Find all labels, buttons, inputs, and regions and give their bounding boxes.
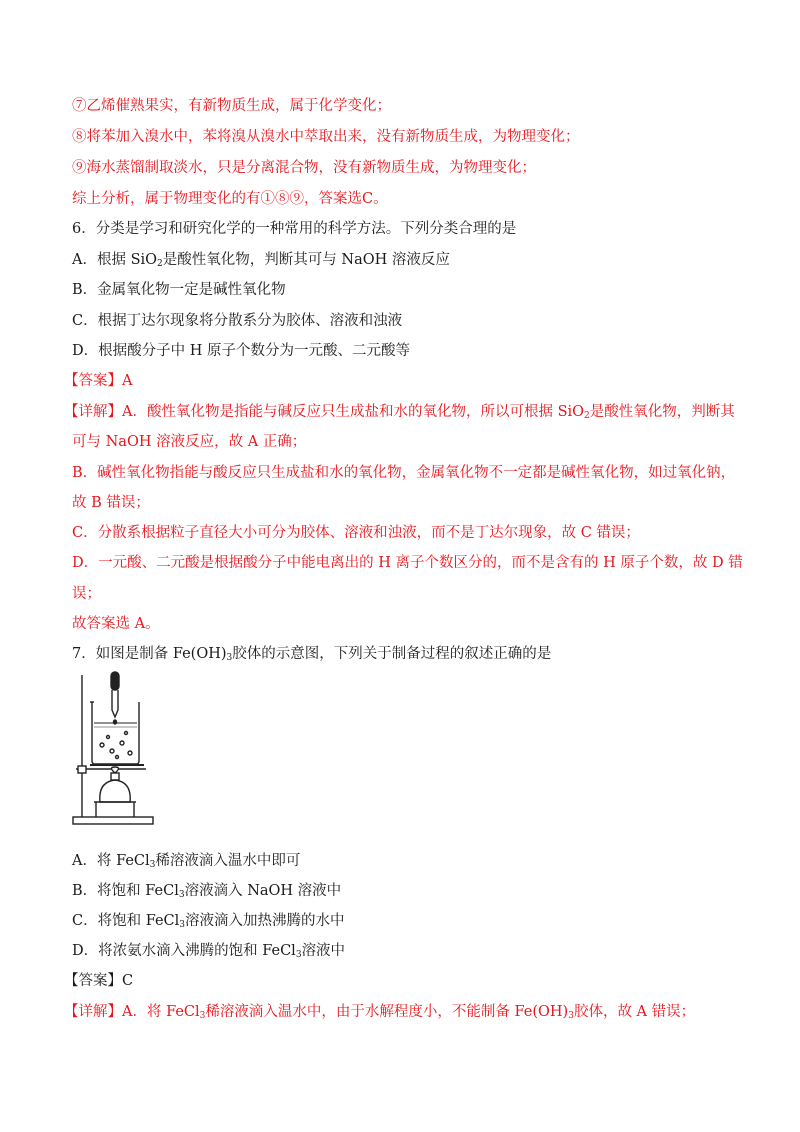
question-6-detail-line-5: C．分散系根据粒子直径大小可分为胶体、溶液和浊液，而不是丁达尔现象，故 C 错误；	[72, 525, 640, 541]
alcohol-lamp	[100, 780, 130, 802]
explanation-line-7: ⑦乙烯催熟果实，有新物质生成，属于化学变化；	[72, 98, 391, 114]
question-6-option-b: B．金属氧化物一定是碱性氧化物	[72, 282, 286, 298]
dropper-tube	[112, 690, 118, 717]
question-7-option-b: B．将饱和 FeCl$_3$溶液滴入 NaOH 溶液中	[72, 883, 342, 900]
question-6-option-c: C．根据丁达尔现象将分散系分为胶体、溶液和浊液	[72, 313, 403, 329]
stand-base	[73, 817, 153, 824]
question-6-detail-line-3: B．碱性氧化物指能与酸反应只生成盐和水的氧化物，金属氧化物不一定都是碱性氧化物，如过氧化钠，	[72, 465, 736, 481]
question-7-option-c: C．将饱和 FeCl$_3$溶液滴入加热沸腾的水中	[72, 913, 345, 930]
question-7-option-a: A．将 FeCl$_3$稀溶液滴入温水中即可	[72, 853, 301, 870]
question-7-answer: 【答案】C	[64, 973, 134, 989]
question-6-detail-line-2: 可与 NaOH 溶液反应，故 A 正确；	[72, 434, 307, 450]
explanation-summary: 综上分析，属于物理变化的有①⑧⑨，答案选C。	[72, 191, 388, 207]
question-6-detail-line-7: 误；	[72, 586, 101, 602]
question-6-option-a: A．根据 SiO$_2$是酸性氧化物，判断其可与 NaOH 溶液反应	[72, 252, 450, 269]
question-7-detail-line-1: 【详解】A．将 FeCl$_3$稀溶液滴入温水中，由于水解程度小，不能制备 $Fe(OH)_3$胶体，故 A 错误；	[64, 1004, 696, 1021]
question-6-option-d: D．根据酸分子中 H 原子个数分为一元酸、二元酸等	[72, 343, 410, 359]
question-6-detail-line-4: 故 B 错误；	[72, 495, 150, 511]
flame	[112, 767, 119, 773]
question-7-option-d: D．将浓氨水滴入沸腾的饱和 FeCl$_3$溶液中	[72, 943, 346, 960]
explanation-line-9: ⑨海水蒸馏制取淡水，只是分离混合物，没有新物质生成，为物理变化；	[72, 160, 536, 176]
colloid-preparation-apparatus-figure	[70, 667, 160, 832]
question-6-detail-line-1: 【详解】A．酸性氧化物是指能与碱反应只生成盐和水的氧化物，所以可根据 SiO$_2$是酸性氧化物，判断其	[64, 404, 735, 421]
question-6-stem: 6．分类是学习和研究化学的一种常用的科学方法。下列分类合理的是	[72, 221, 517, 237]
apparatus-drawing	[70, 667, 160, 832]
explanation-line-8: ⑧将苯加入溴水中，苯将溴从溴水中萃取出来，没有新物质生成，为物理变化；	[72, 129, 580, 145]
question-6-detail-line-6: D．一元酸、二元酸是根据酸分子中能电离出的 H 离子个数区分的，而不是含有的 H 原子个数，故 D 错	[72, 555, 743, 571]
question-7-stem: 7．如图是制备 $Fe(OH)_3$胶体的示意图，下列关于制备过程的叙述正确的是	[72, 646, 552, 663]
question-6-answer: 【答案】A	[64, 373, 133, 389]
dropper-bulb	[111, 672, 119, 690]
question-6-detail-line-8: 故答案选 A。	[72, 616, 160, 632]
